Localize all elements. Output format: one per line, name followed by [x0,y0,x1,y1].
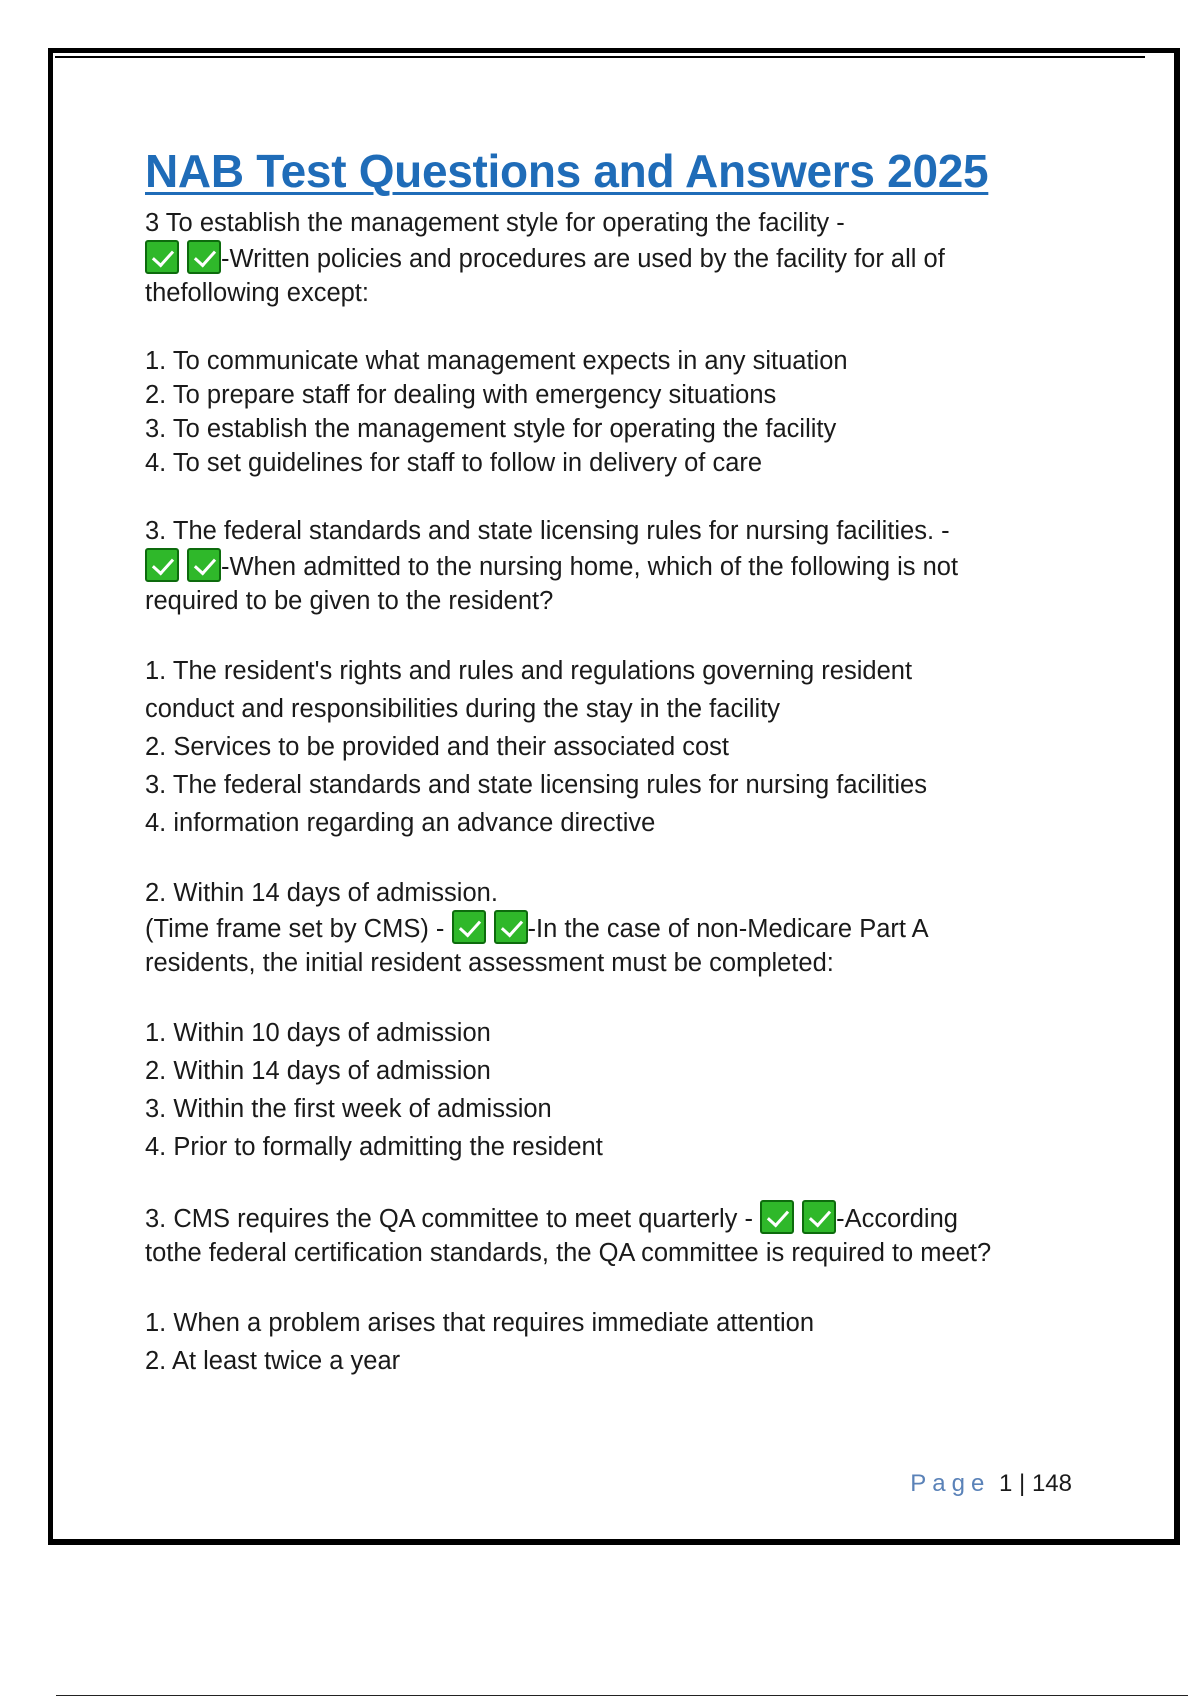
question-text-cont: required to be given to the resident? [145,587,554,615]
check-mark-icon [187,548,221,582]
option-item: 2. Services to be provided and their associated cost [145,733,729,761]
question-text: -Written policies and procedures are used by the facility for all of [221,245,945,273]
question-block [145,206,1105,480]
top-rule [55,56,1145,58]
option-item: 3. Within the first week of admission [145,1095,552,1123]
options-list [145,1304,1105,1380]
page-footer [910,1470,1072,1498]
option-item: 1. When a problem arises that requires immediate attention [145,1309,815,1337]
page-separator: | [1019,1470,1026,1497]
answer-text: 3 To establish the management style for operating the facility - [145,209,845,237]
option-item: 1. Within 10 days of admission [145,1019,491,1047]
question-text-cont: tothe federal certification standards, the QA committee is required to meet? [145,1239,992,1267]
option-item: 2. Within 14 days of admission [145,1057,491,1085]
option-item: 2. At least twice a year [145,1347,401,1375]
page-label: Page [910,1470,991,1497]
options-list [145,1014,1105,1166]
check-mark-icon [145,548,179,582]
question-text: -In the case of non-Medicare Part A [527,915,929,943]
option-item: 4. Prior to formally admitting the resident [145,1133,603,1161]
question-block [145,514,1105,842]
question-header [145,514,1105,618]
question-text-cont: residents, the initial resident assessment must be completed: [145,949,834,977]
document-body [145,142,1105,1414]
question-header [145,876,1105,980]
answer-text: 3. The federal standards and state licensing rules for nursing facilities. - [145,517,950,545]
question-text: -According [836,1205,958,1233]
check-mark-icon [802,1200,836,1234]
option-item: 3. The federal standards and state licensing rules for nursing facilities [145,771,927,799]
option-item: 1. To communicate what management expects in any situation [145,347,848,375]
option-item-cont: conduct and responsibilities during the stay in the facility [145,695,781,723]
option-item: 3. To establish the management style for operating the facility [145,415,837,443]
option-item: 4. To set guidelines for staff to follow in delivery of care [145,449,763,477]
question-block [145,876,1105,1166]
options-list [145,344,1105,480]
option-item: 2. To prepare staff for dealing with emergency situations [145,381,777,409]
answer-text: 2. Within 14 days of admission. [145,879,498,907]
check-mark-icon [187,240,221,274]
page-current: 1 [999,1470,1013,1497]
page-total: 148 [1031,1470,1072,1497]
check-mark-icon [452,910,486,944]
check-mark-icon [760,1200,794,1234]
option-item: 4. information regarding an advance directive [145,809,656,837]
question-header [145,1200,1105,1270]
question-header [145,206,1105,310]
check-mark-icon [494,910,528,944]
question-block [145,1200,1105,1380]
check-mark-icon [145,240,179,274]
document-title: NAB Test Questions and Answers 2025 [145,145,989,197]
answer-text: 3. CMS requires the QA committee to meet quarterly - [145,1205,753,1233]
question-text-cont: thefollowing except: [145,279,369,307]
question-text: -When admitted to the nursing home, which of the following is not [221,553,959,581]
option-item: 1. The resident's rights and rules and regulations governing resident [145,657,913,685]
bottom-rule [56,1695,1188,1696]
options-list [145,652,1105,842]
answer-text-cont: (Time frame set by CMS) - [145,915,445,943]
